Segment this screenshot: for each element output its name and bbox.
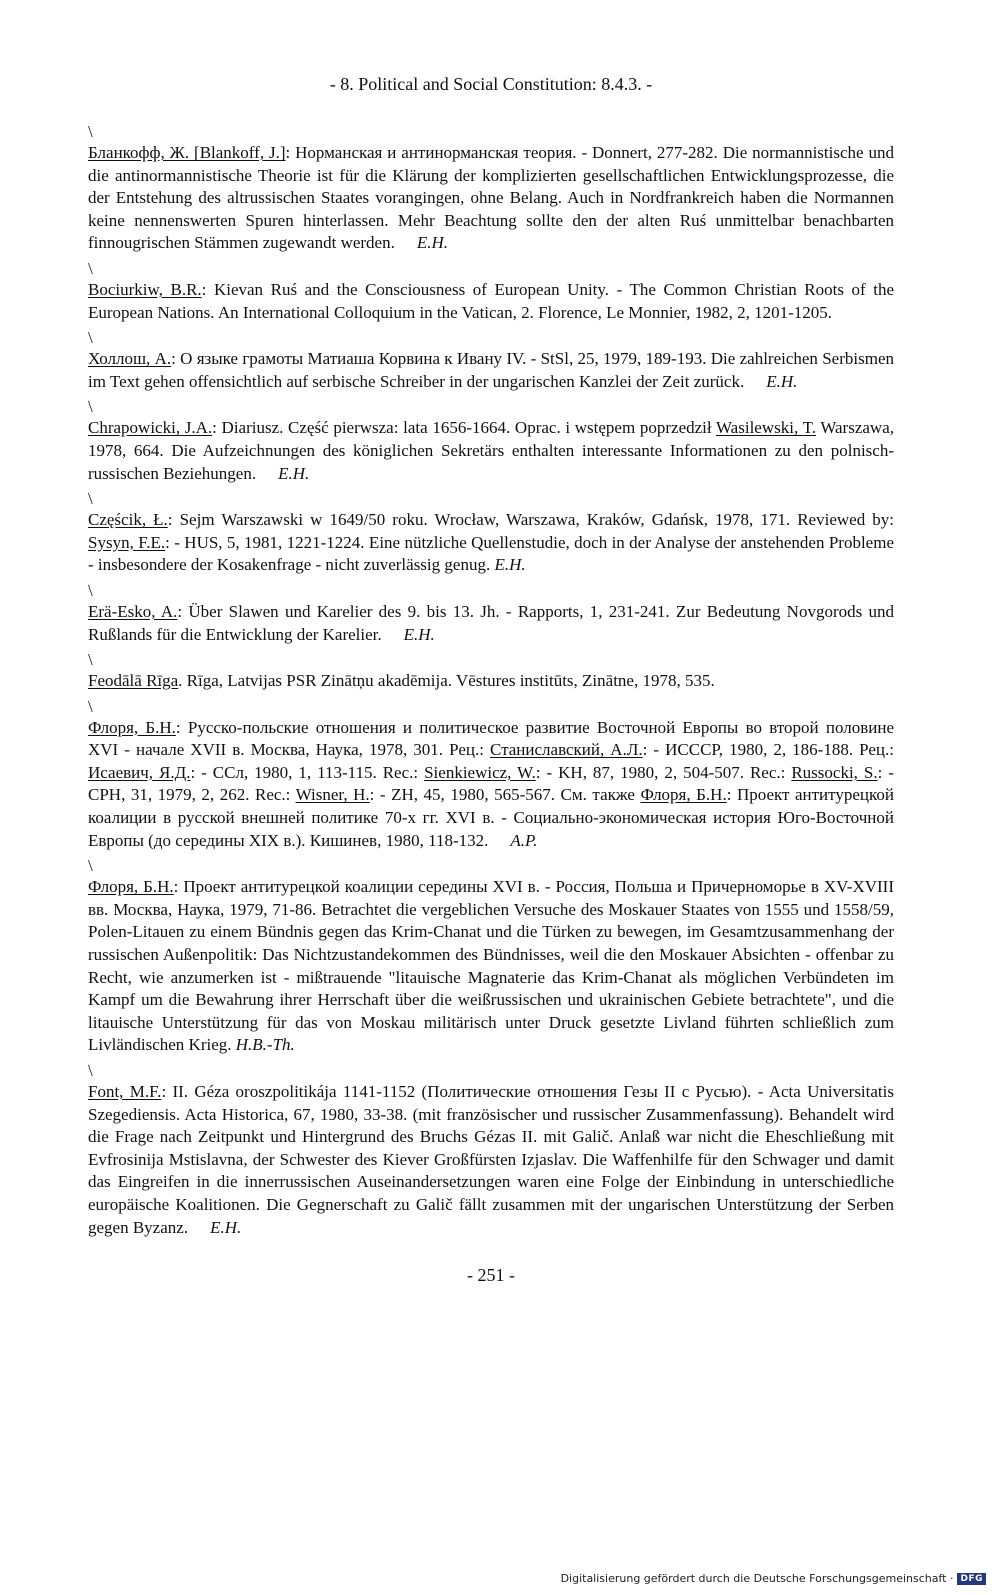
author-name: Исаевич, Я.Д. xyxy=(88,762,191,782)
bibliography-entry xyxy=(88,1081,894,1239)
author-name: Флоря, Б.Н. xyxy=(88,717,176,737)
separator: \ xyxy=(88,650,93,670)
author-name: Erä-Esko, A. xyxy=(88,601,178,621)
bibliography-entry xyxy=(88,717,894,853)
author-name: Chrapowicki, J.A. xyxy=(88,418,213,438)
separator: \ xyxy=(88,122,93,141)
bibliography-entry xyxy=(88,876,894,1057)
reviewer-initials: A.P. xyxy=(510,830,538,850)
entry-text: : - ZH, 45, 1980, 565-567. См. также xyxy=(369,785,641,805)
document-page xyxy=(88,70,894,1286)
entry-text: : Kievan Ruś and the Consciousness of European Unity. - The Common Christian Roots of the European Nations. An International Colloquium in the Vatican, 2. Florence, Le Monnier, 1982, 2, 1201-1205. xyxy=(88,279,895,322)
author-name: Bociurkiw, B.R. xyxy=(88,279,202,299)
entry-text: . Rīga, Latvijas PSR Zinātņu akadēmija. Vēstures institūts, Zinātne, 1978, 535. xyxy=(178,671,715,691)
author-name: Бланкофф, Ж. [Blankoff, J.] xyxy=(88,143,286,162)
author-name: Sienkiewicz, W. xyxy=(424,762,536,782)
separator: \ xyxy=(88,489,93,509)
author-name: Флоря, Б.Н. xyxy=(88,877,174,897)
author-name: Флоря, Б.Н. xyxy=(640,785,727,805)
author-name: Wasilewski, T. xyxy=(716,418,816,438)
bibliography-entry xyxy=(88,279,894,324)
reviewer-initials: E.H. xyxy=(766,371,798,391)
entry-text: : Русско-польские отношения и политическое развитие Восточной Европы во второй половине XVI - начале XVII в. Москва, Наука, 1978, 301. Рец.: xyxy=(88,717,894,760)
entry-text: : О языке грамоты Матиаша Корвина к Ивану IV. - StSl, 25, 1979, 189-193. Die zahlreichen Serbismen im Text gehen offensichtlich auf serbische Schreiber in der ungarischen Kanzlei der Zeit zurück. xyxy=(88,349,894,391)
entry-text: : Sejm Warszawski w 1649/50 roku. Wrocław, Warszawa, Kraków, Gdańsk, 1978, 171. Reviewed by: xyxy=(167,510,894,530)
bibliography-entry xyxy=(88,670,894,693)
reviewer-initials: E.H. xyxy=(494,555,526,575)
reviewer-initials: E.H. xyxy=(278,463,310,483)
bibliography-entry xyxy=(88,348,894,393)
running-header: - 8. Political and Social Constitution: 8.4.3. - xyxy=(329,74,653,94)
author-name: Russocki, S. xyxy=(791,762,878,782)
reviewer-initials: E.H. xyxy=(416,233,449,253)
reviewer-initials: E.H. xyxy=(210,1217,242,1237)
entry-text: : Über Slawen und Karelier des 9. bis 13. Jh. - Rapports, 1, 231-241. Zur Bedeutung Novgorods und Rußlands für die Entwicklung der Karelier. xyxy=(88,601,895,644)
entry-text: : Норманская и антинорманская теория. - Donnert, 277-282. Die normannistische und die antinormannistische Theorie ist für die Klärung der komplizierten gesellschaftlichen Entwicklungsprozesse, die der Entstehung des altrussischen Staates vorangingen, ohne Belang. Auch in Nordfrankreich haben die Normannen keine nennenswerten Spuren hinterlassen. Mehr Beachtung sollte den der alten Ruś unmittelbar benachbarten finnougrischen Stämmen zugewandt werden. xyxy=(88,143,894,253)
entry-text: : Проект антитурецкой коалиции середины XVI в. - Россия, Польша и Причерноморье в XV-XVIII вв. Москва, Наука, 1979, 71-86. Betrachtet die vergeblichen Versuche des Moskauer Staates von 1555 und 1558/59, Polen-Litauen zu einem Bündnis gegen das Krim-Chanat und die Türken zu bewegen, im Gesamtzusammenhang der russischen Außenpolitik: Das Nichtzustandekommen des Bündnisses, weil die den Moskauer Absichten - offenbar zu Recht, wie anzumerken ist - mißtrauende "litauische Magnaterie das Krim-Chanat als möglichen Verbündeten im Kampf um die Bewahrung ihrer Herrschaft über die weißrussischen und ukrainischen Gebiete betrachtete", und die litauische Unterstützung für das von Moskau militärisch unter Druck gesetzte Livland führten schließlich zum Livländischen Krieg. xyxy=(88,877,894,1055)
footer-text: Digitalisierung gefördert durch die Deutsche Forschungsgemeinschaft · xyxy=(560,1572,954,1585)
bibliography-entry xyxy=(88,601,894,646)
bibliography-entry xyxy=(88,142,894,255)
author-name: Feodālā Rīga xyxy=(88,671,179,691)
reviewer-initials: H.B.-Th. xyxy=(235,1035,295,1055)
separator: \ xyxy=(88,328,93,348)
reviewer-initials: E.H. xyxy=(403,624,435,644)
bibliography-entry xyxy=(88,417,894,485)
entry-text: : II. Géza oroszpolitikája 1141-1152 (Политические отношения Гезы II с Русью). - Acta Universitatis Szegediensis. Acta Historica, 67, 1980, 33-38. (mit französischer und russischer Zusammenfassung). Behandelt wird die Frage nach Zeitpunkt und Hintergrund des Bruchs Gézas II. mit Galič. Anlaß war nicht die Eheschließung mit Evfrosinija Mstislavna, der Schwester des Kiever Großfürsten Izjaslav. Die Waffenhilfe für den Schwager und damit das Eingreifen in die innerrussischen Auseinandersetzungen waren eine Folge der Einbindung in unterschiedliche europäische Koalitionen. Die Gegnerschaft zu Galič fällt zusammen mit der ungarischen Unterstützung der Serben gegen Byzanz. xyxy=(88,1082,894,1237)
entry-text: : - KH, 87, 1980, 2, 504-507. Rec.: xyxy=(535,762,792,782)
digitization-footer xyxy=(561,1572,986,1585)
author-name: Станиславский, А.Л. xyxy=(490,740,643,760)
dfg-logo: DFG xyxy=(957,1573,986,1585)
separator: \ xyxy=(88,856,93,876)
author-name: Font, M.F. xyxy=(88,1082,162,1101)
separator: \ xyxy=(88,258,93,278)
entry-text: : - HUS, 5, 1981, 1221-1224. Eine nützliche Quellenstudie, doch in der Analyse der anstehenden Probleme - insbesondere der Kosakenfrage - nicht zuverlässig genug. xyxy=(88,532,894,575)
entry-text: Warszawa, 1978, 664. Die Aufzeichnungen des königlichen Sekretärs enthalten interessante Informationen zu den polnisch-russischen Beziehungen. xyxy=(88,418,894,483)
bibliography-entry xyxy=(88,509,894,577)
entry-text: : Проект антитурецкой коалиции в русской внешней политике 70-х гг. XVI в. - Социально-экономическая история Юго-Восточной Европы (до середины XIX в.). Кишинев, 1980, 118-132. xyxy=(88,785,894,850)
entry-text: : - ССл, 1980, 1, 113-115. Rec.: xyxy=(190,762,425,782)
separator: \ xyxy=(88,580,93,600)
entry-text: : Diariusz. Część pierwsza: lata 1656-1664. Oprac. i wstępem poprzedził xyxy=(212,418,716,438)
page-number: - 251 - xyxy=(467,1265,515,1286)
author-name: Холлош, А. xyxy=(88,349,172,369)
separator: \ xyxy=(88,397,93,417)
author-name: Częścik, Ł. xyxy=(88,510,168,530)
separator: \ xyxy=(88,696,93,716)
separator: \ xyxy=(88,1061,93,1080)
entry-text: : - ИССCР, 1980, 2, 186-188. Рец.: xyxy=(642,740,895,760)
author-name: Sysyn, F.E. xyxy=(88,532,166,552)
entry-text: : - CPH, 31, 1979, 2, 262. Rec.: xyxy=(88,762,894,805)
author-name: Wisner, H. xyxy=(295,785,370,805)
